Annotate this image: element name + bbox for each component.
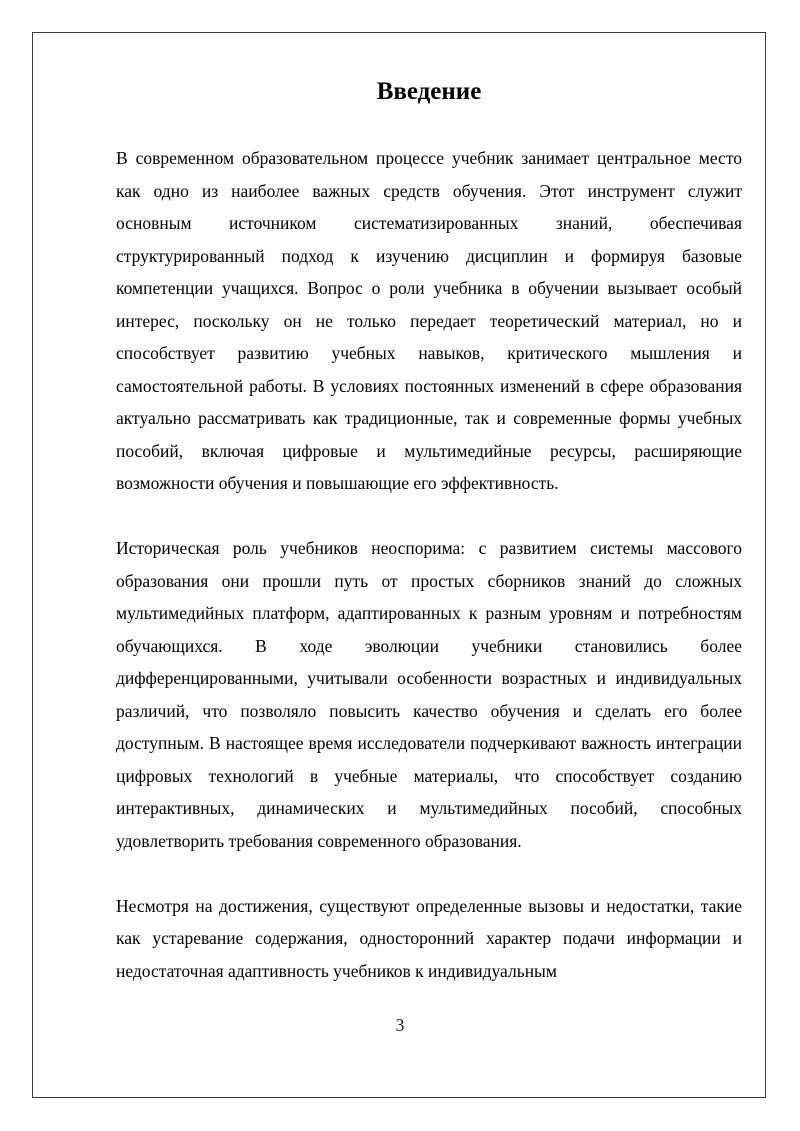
page-title: Введение: [376, 78, 482, 105]
paragraph-1: В современном образовательном процессе учебник занимает центральное место как одно из наиболее важных средств обучения. Этот инструмент служит основным источником систематизированных знаний, обеспечивая структурированный подход к изучению дисциплин и формируя базовые компетенции учащихся. Вопрос о роли учебника в обучении вызывает особый интерес, поскольку он не только передает теоретический материал, но и способствует развитию учебных навыков, критического мышления и самостоятельной работы. В условиях постоянных изменений в сфере образования актуально рассматривать как традиционные, так и современные формы учебных пособий, включая цифровые и мультимедийные ресурсы, расширяющие возможности обучения и повышающие его эффективность.: [116, 148, 742, 493]
paragraph-2: Историческая роль учебников неоспорима: с развитием системы массового образования они прошли путь от простых сборников знаний до сложных мультимедийных платформ, адаптированных к разным уровням и потребностям обучающихся. В ходе эволюции учебники становились более дифференцированными, учитывали особенности возрастных и индивидуальных различий, что позволяло повысить качество обучения и сделать его более доступным. В настоящее время исследователи подчеркивают важность интеграции цифровых технологий в учебные материалы, что способствует созданию интерактивных, динамических и мультимедийных пособий, способных удовлетворить требования современного образования.: [116, 538, 742, 851]
page-content: [116, 74, 742, 1014]
paragraph-3: Несмотря на достижения, существуют определенные вызовы и недостатки, такие как устаревание содержания, односторонний характер подачи информации и недостаточная адаптивность учебников к индивидуальным: [116, 895, 742, 981]
page-number: 3: [395, 1015, 405, 1035]
